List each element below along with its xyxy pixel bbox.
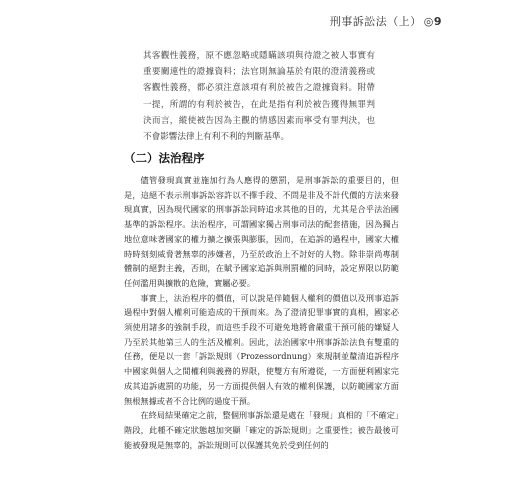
quote-paragraph: 其客觀性義務，原不應忽略或隱瞞該項與待證之被人事實有重要關連性的證據資料；法官則無論基於有限的澄清義務或客觀性義務，都必須注意該項有利於被告之證據資料。附帶一提，所謂的有利於被告，在此是指有利於被告獲得無罪判決而言，縱使被告因為主觀的情感因素而寧受有罪判決，也不會影響法律上有利不利的判斷基準。 [143,51,375,143]
body-paragraph-3: 在終局結果確定之前，整個刑事訴訟還是處在「發現」真相的「不確定」階段，此種不確定狀態越加突顯「確定的訴訟規則」之重要性；被告最後可能被發現是無辜的，訴訟規則可以保護其免於受到任何的 [124,410,399,450]
section-heading: （二）法治程序 [124,151,205,165]
body-paragraph-1: 儘管發現真實並施加行為人應得的懲罰，是刑事訴訟的重要目的，但是，這絕不表示刑事訴訟容許以不擇手段、不問是非及不計代價的方法來發現真實，因為現代國家的刑事訴訟同時追求其他的目的，尤其是合乎法治國基準的訴訟程序。法治程序，可謂國家獨占刑事司法的配套措施，因為獨占地位意味著國家的權力擴之擴張與膨脹，因而，在追訴的過程中，國家大權時時刻刻威脅著無辜的涉嫌者，乃至於政治上不討好的人物。除非崇尚專制體制的絕對主義，否則，在賦予國家追訴與刑罰權的同時，設定界限以防範任何濫用與擴散的危險，實屬必要。 [124,175,399,288]
body-text [124,173,399,452]
body-paragraph-2: 事實上，法治程序的價值，可以說是伴隨個人權利的價值以及刑事追訴過程中對個人權利可能造成的干預而來。為了澄清犯罪事實的真相，國家必須使用諸多的強制手段，而這些手段不可避免地將會嚴重干預可能的嫌疑人乃至於其他第三人的生活及權利。因此，法治國家中刑事訴訟法負有雙重的任務，便是以一套「訴訟規則（Prozessordnung）來規制並釐清追訴程序中國家與個人之間權利與義務的界限，使雙方有所遵從，一方面便利國家完成其追訴處罰的功能，另一方面提供個人有效的權利保護，以防範國家方面無根無據或者不合比例的過度干預。 [124,292,399,406]
page-number: ◎9 [423,15,442,28]
running-header [330,13,442,29]
block-quote [143,48,375,145]
running-title: 刑事訴訟法（上） [329,15,422,28]
